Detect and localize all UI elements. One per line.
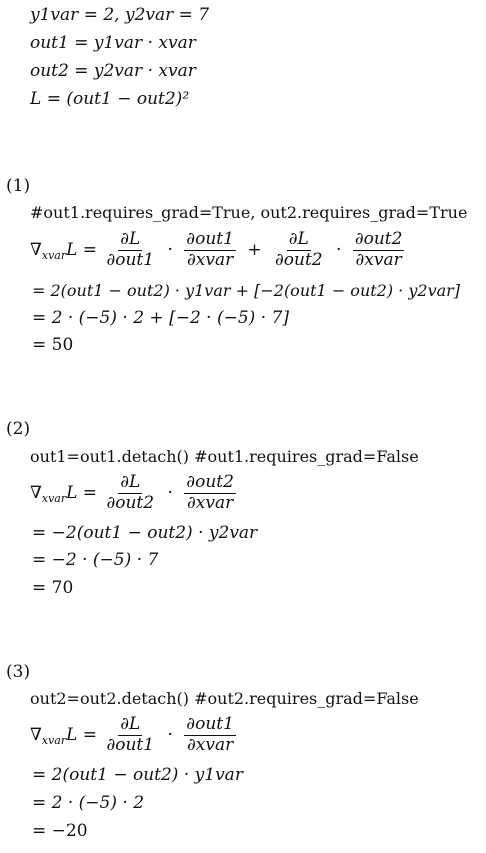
section-3-step-2: = 2 · (−5) · 2 <box>32 793 145 813</box>
grad-lhs: L = <box>66 724 98 745</box>
nabla-symbol: ∇ <box>30 482 42 503</box>
fraction: $\frac{\partial L}{\text{∂out1}}$ <box>106 229 155 270</box>
section-1-result: = 50 <box>32 335 74 355</box>
fraction: $\frac{\text{∂out1}}{\text{∂xvar}}$ <box>186 229 234 270</box>
setup-line-out1: out1 = y1var · xvar <box>30 33 196 53</box>
section-3-step-1: = 2(out1 − out2) · y1var <box>32 765 243 785</box>
nabla-subscript: xvar <box>41 249 67 263</box>
section-2-step-2: = −2 · (−5) · 7 <box>32 550 159 570</box>
section-1-step-2: = 2 · (−5) · 2 + [−2 · (−5) · 7] <box>32 308 289 328</box>
section-2-result: = 70 <box>32 578 74 598</box>
section-3-result: = −20 <box>32 821 88 841</box>
section-3-comment: out2=out2.detach() #out2.requires_grad=False <box>30 689 419 708</box>
section-3-label: (3) <box>6 662 31 682</box>
setup-line-loss: L = (out1 − out2)² <box>30 89 190 109</box>
grad-lhs: L = <box>66 239 98 260</box>
setup-line-out2: out2 = y2var · xvar <box>30 61 196 81</box>
fraction: $\frac{\text{∂out2}}{\text{∂xvar}}$ <box>354 229 403 270</box>
section-1-step-1: = 2(out1 − out2) · y1var + [−2(out1 − out2) · y2var] <box>32 281 461 300</box>
section-2-gradient-equation: $\nabla_{xvar}L$ = $\frac{\partial L}{\text{∂out2}}$ · $\frac{\text{∂out2}}{\text{∂xvar}}$ <box>30 472 234 513</box>
section-1-gradient-equation: $\nabla_{xvar}L$ = $\frac{\partial L}{\text{∂out1}}$ · $\frac{\text{∂out1}}{\text{∂xvar}}$ + $\frac{\partial L}{\text{∂out2}}$ · $\frac{\text{∂out2}}{\text{∂xvar}}$ <box>30 229 403 270</box>
nabla-symbol: ∇ <box>30 724 42 745</box>
fraction: $\frac{\text{∂out2}}{\text{∂xvar}}$ <box>186 472 234 513</box>
fraction: $\frac{\partial L}{\text{∂out2}}$ <box>274 229 323 270</box>
section-2-comment: out1=out1.detach() #out1.requires_grad=False <box>30 447 419 466</box>
fraction: $\frac{\text{∂out1}}{\text{∂xvar}}$ <box>186 714 234 755</box>
nabla-symbol: ∇ <box>30 239 42 260</box>
nabla-subscript: xvar <box>41 492 67 506</box>
setup-line-values: y1var = 2, y2var = 7 <box>30 5 210 25</box>
section-2-step-1: = −2(out1 − out2) · y2var <box>32 523 258 543</box>
fraction: $\frac{\partial L}{\text{∂out2}}$ <box>106 472 155 513</box>
nabla-subscript: xvar <box>41 734 67 748</box>
section-1-label: (1) <box>6 176 31 196</box>
section-3-gradient-equation: $\nabla_{xvar}L$ = $\frac{\partial L}{\text{∂out1}}$ · $\frac{\text{∂out1}}{\text{∂xvar}}$ <box>30 714 234 755</box>
section-2-label: (2) <box>6 419 31 439</box>
fraction: $\frac{\partial L}{\text{∂out1}}$ <box>106 714 155 755</box>
grad-lhs: L = <box>66 482 98 503</box>
section-1-comment: #out1.requires_grad=True, out2.requires_grad=True <box>30 203 468 222</box>
